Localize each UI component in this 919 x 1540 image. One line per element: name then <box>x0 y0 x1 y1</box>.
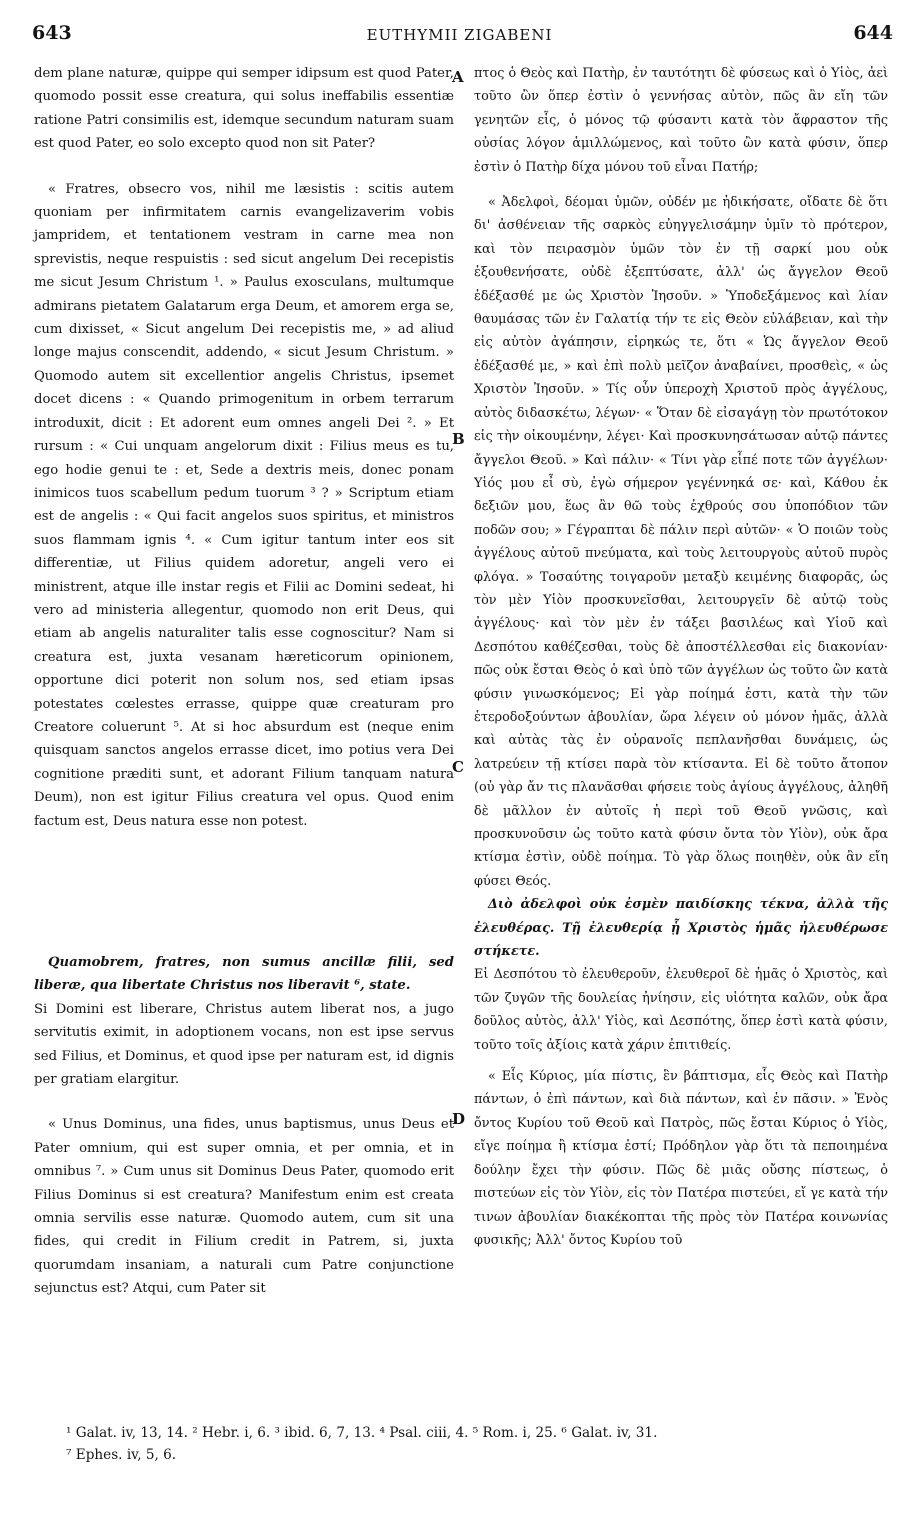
running-title: EUTHYMII ZIGABENI <box>366 26 553 44</box>
latin-column <box>34 62 454 1301</box>
greek-scripture-heading: Διὸ ἀδελφοὶ οὐκ ἐσμὲν παιδίσκης τέκνα, ἀλλὰ τῆς ἐλευθέρας. Τῇ ἐλευθερίᾳ ᾗ Χριστὸς ἡμᾶς ἠλευθέρωσε στήκετε. <box>474 897 888 960</box>
latin-paragraph: « Fratres, obsecro vos, nihil me læsistis : scitis autem quoniam per infirmitatem carnis evangelizaverim vobis jampridem, et tentationem vestram in carne mea non sprevistis, neque respuistis : sed sicut angelum Dei recepistis me sicut Jesum Christum ¹. » Paulus exosculans, multumque admirans pietatem Galatarum erga Deum, et amorem erga se, cum dixisset, « Sicut angelum Dei recepistis me, » ad aliud longe majus conscendit, addendo, « sicut Jesum Christum. » Quomodo autem sit excellentior angelis Christus, ipsemet docet dicens : « Quando primogenitum in orbem terrarum introduxit, dicit : Et adorent eum omnes angeli Dei ². » Et rursum : « Cui unquam angelorum dixit : Filius meus es tu, ego hodie genui te : et, Sede a dextris meis, donec ponam inimicos tuos scabellum pedum tuorum ³ ? » Scriptum etiam est de angelis : « Qui facit angelos suos spiritus, et ministros suos flammam ignis ⁴. « Cum igitur tantum inter eos sit differentiæ, ut Filius quidem adoretur, angeli vero ei ministrent, atque ille instar regis et Filii ac Domini sedeat, hi vero ad ministeria allegentur, quomodo non erit Deus, qui etiam ab angelis naturaliter talis esse cognoscitur? Nam si creatura est, juxta vesanam hæreticorum opinionem, opportune dici poterit non solum nos, sed etiam ipsas potestates cœlestes errasse, quippe quæ creaturam pro Creatore coluerunt ⁵. At si hoc absurdum est (neque enim quisquam sanctos angelos errasse dicet, imo potius vera Dei cognitione præditi sunt, et adorant Filium tanquam natura Deum), non est igitur Filius creatura vel opus. Quod enim factum est, Deus natura esse non potest. <box>34 181 454 829</box>
latin-paragraph: Si Domini est liberare, Christus autem liberat nos, a jugo servitutis eximit, in adoptionem vocans, non est ipse servus sed Filius, et Dominus, et quod ipse per naturam est, id dignis per gratiam elargitur. <box>34 1001 454 1088</box>
latin-paragraph: dem plane naturæ, quippe qui semper idipsum est quod Pater, quomodo possit esse creatura, qui solus ineffabilis essentiæ ratione Patri consimilis est, idemque secundum naturam suam est quod Pater, eo solo excepto quod non sit Pater? <box>34 66 454 152</box>
margin-marker-b: B <box>452 430 465 448</box>
greek-paragraph: « Ἀδελφοὶ, δέομαι ὑμῶν, οὐδέν με ἠδικήσατε, οἴδατε δὲ ὅτι δι' ἀσθένειαν τῆς σαρκὸς εὐηγγελισάμην ὑμῖν τὸ πρότερον, καὶ τὸν πειρασμὸν ὑμῶν τὸν ἐν τῇ σαρκί μου οὐκ ἐξουθενήσατε, οὐδὲ ἐξεπτύσατε, ἀλλ' ὡς ἄγγελον Θεοῦ ἐδέξασθέ με ὡς Χριστὸν Ἰησοῦν. » Ὑποδεξάμενος καὶ λίαν θαυμάσας τῶν ἐν Γαλατίᾳ τήν τε εἰς Θεὸν εὐλάβειαν, καὶ τὴν εἰς αὐτὸν ἀγάπησιν, εἰρηκώς τε, ὅτι « Ὡς ἄγγελον Θεοῦ ἐδέξασθέ με, » καὶ ἐπὶ πολὺ μεῖζον ἀναβαίνει, προσθεὶς, « ὡς Χριστὸν Ἰησοῦν. » Τίς οὖν ὑπεροχὴ Χριστοῦ πρὸς ἀγγέλους, αὐτὸς διδασκέτω, λέγων· « Ὅταν δὲ εἰσαγάγῃ τὸν πρωτότοκον εἰς τὴν οἰκουμένην, λέγει· Καὶ προσκυνησάτωσαν αὐτῷ πάντες ἄγγελοι Θεοῦ. » Καὶ πάλιν· « Τίνι γὰρ εἶπέ ποτε τῶν ἀγγέλων· Υἱός μου εἶ σὺ, ἐγὼ σήμερον γεγέννηκά σε· καὶ, Κάθου ἐκ δεξιῶν μου, ἕως ἂν θῶ τοὺς ἐχθρούς σου ὑποπόδιον τῶν ποδῶν σου; » Γέγραπται δὲ πάλιν περὶ αὐτῶν· « Ὁ ποιῶν τοὺς ἀγγέλους αὐτοῦ πνεύματα, καὶ τοὺς λειτουργοὺς αὐτοῦ πυρὸς φλόγα. » Τοσαύτης τοιγαροῦν μεταξὺ κειμένης διαφορᾶς, ὡς τὸν μὲν Υἱὸν προσκυνεῖσθαι, λειτουργεῖν δὲ αὐτῷ τοὺς ἀγγέλους· καὶ τὸν μὲν ἐν τάξει βασιλέως καὶ Υἱοῦ καὶ Δεσπότου καθέζεσθαι, τοὺς δὲ ἀποστέλλεσθαι εἰς διακονίαν· πῶς οὐκ ἔσται Θεὸς ὁ καὶ ὑπὸ τῶν ἀγγέλων ὡς τοῦτο ὢν κατὰ φύσιν γινωσκόμενος; Εἰ γὰρ ποίημά ἐστι, κατὰ τὴν τῶν ἑτεροδοξούντων ἀβουλίαν, ὥρα λέγειν οὐ μόνον ἡμᾶς, ἀλλὰ καὶ αὐτὰς τὰς ἐν οὐρανοῖς πεπλανῆσθαι δυνάμεις, ὡς λατρεύειν τῇ κτίσει παρὰ τὸν κτίσαντα. Εἰ δὲ τοῦτο ἄτοπον (οὐ γὰρ ἄν τις πλανᾶσθαι φήσειε τοὺς ἁγίους ἀγγέλους, ἀληθῆ δὲ μᾶλλον ἐν αὐτοῖς ἡ περὶ τοῦ Θεοῦ γνῶσις, καὶ προσκυνοῦσιν ὡς τοῦτο κατὰ φύσιν ὄντα τὸν Υἱὸν), οὐκ ἄρα κτίσμα ἐστὶν, οὐδὲ ποίημα. Τὸ γὰρ ὅλως ποιηθὲν, οὐκ ἂν εἴη φύσει Θεός. <box>474 195 888 889</box>
footnotes <box>66 1422 896 1466</box>
margin-marker-d: D <box>452 1110 466 1128</box>
page-number-left: 643 <box>32 22 72 44</box>
greek-paragraph: πτος ὁ Θεὸς καὶ Πατὴρ, ἐν ταυτότητι δὲ φύσεως καὶ ὁ Υἱὸς, ἀεὶ τοῦτο ὢν ὅπερ ἐστὶν ὁ γεννήσας αὐτὸν, πῶς ἂν εἴη τῶν γενητῶν εἷς, ὁ μόνος τῷ φύσαντι κατὰ τὸν ἄφραστον τῆς οὐσίας λόγον ἁμιλλώμενος, καὶ τοῦτο ὢν κατὰ φύσιν, ὅπερ ἐστὶν ὁ Πατὴρ δίχα μόνου τοῦ εἶναι Πατήρ; <box>474 66 888 175</box>
greek-column <box>474 62 888 1252</box>
margin-marker-c: C <box>452 758 464 776</box>
page-number-right: 644 <box>853 22 893 44</box>
greek-paragraph: Εἰ Δεσπότου τὸ ἐλευθεροῦν, ἐλευθεροῖ δὲ ἡμᾶς ὁ Χριστὸς, καὶ τῶν ζυγῶν τῆς δουλείας ἠνίησιν, εἰς υἱότητα καλῶν, οὐκ ἄρα δοῦλος αὐτὸς, ἀλλ' Υἱὸς, καὶ Δεσπότης, ὅπερ ἐστὶ κατὰ φύσιν, τοῦτο τοῖς ἀξίοις κατὰ χάριν ἐπιτιθείς. <box>474 967 888 1053</box>
latin-scripture-heading: Quamobrem, fratres, non sumus ancillæ filii, sed liberæ, qua libertate Christus nos liberavit ⁶, state. <box>34 955 454 994</box>
margin-marker-a: A <box>452 68 464 86</box>
footnote-line: ¹ Galat. iv, 13, 14. ² Hebr. i, 6. ³ ibid. 6, 7, 13. ⁴ Psal. ciii, 4. ⁵ Rom. i, 25. ⁶ Galat. iv, 31. <box>66 1425 658 1441</box>
latin-paragraph: « Unus Dominus, una fides, unus baptismus, unus Deus et Pater omnium, qui est super omnia, et per omnia, et in omnibus ⁷. » Cum unus sit Dominus Deus Pater, quomodo erit Filius Dominus si est creatura? Manifestum enim est creata omnia servilis esse naturæ. Quomodo autem, cum sit una fides, qui credit in Filium credit in Patrem, si, juxta quorumdam insaniam, a naturali cum Patre conjunctione sejunctus est? Atqui, cum Pater sit <box>34 1117 454 1297</box>
footnote-line: ⁷ Ephes. iv, 5, 6. <box>66 1447 177 1463</box>
greek-paragraph: « Εἷς Κύριος, μία πίστις, ἓν βάπτισμα, εἷς Θεὸς καὶ Πατὴρ πάντων, ὁ ἐπὶ πάντων, καὶ διὰ πάντων, καὶ ἐν πᾶσιν. » Ἑνὸς ὄντος Κυρίου τοῦ Θεοῦ καὶ Πατρὸς, πῶς ἔσται Κύριος ὁ Υἱὸς, εἴγε ποίημα ἢ κτίσμα ἐστί; Πρόδηλον γὰρ ὅτι τὰ πεποιημένα δούλην ἔχει τὴν φύσιν. Πῶς δὲ μιᾶς οὔσης πίστεως, ὁ πιστεύων εἰς τὸν Υἱὸν, εἰς τὸν Πατέρα πιστεύει, εἴ γε κατὰ τήν τινων ἀβουλίαν διακέκοπται τῆς πρὸς τὸν Πατέρα κοινωνίας φυσικῆς; Ἀλλ' ὄντος Κυρίου τοῦ <box>474 1069 888 1248</box>
page-header <box>0 12 919 52</box>
